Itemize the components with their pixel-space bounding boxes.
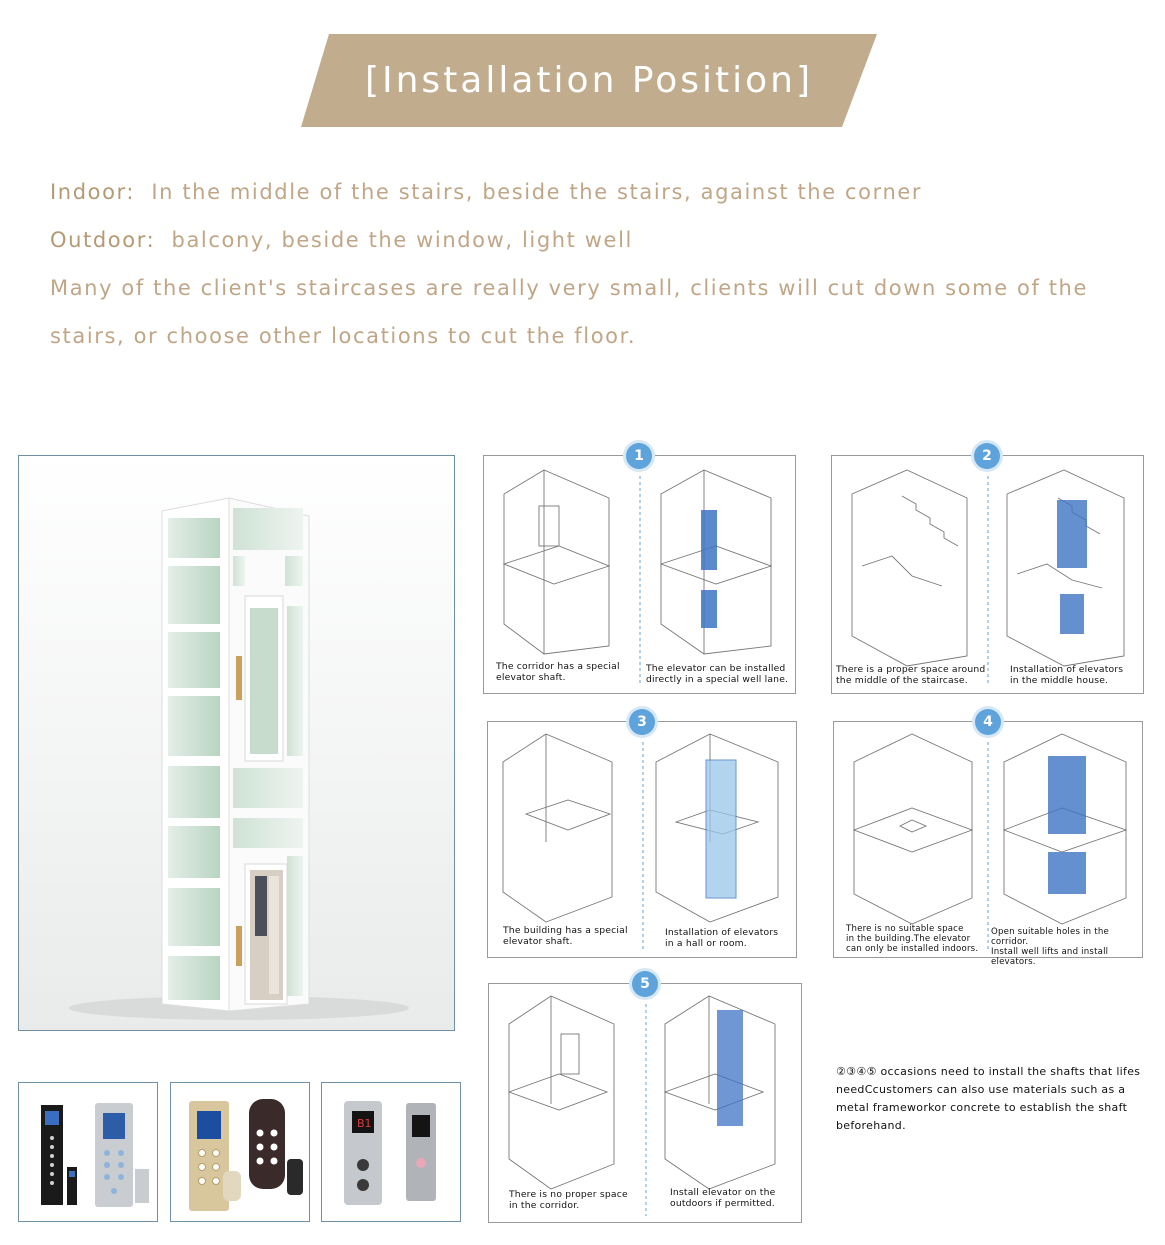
glass-elevator-illustration — [19, 456, 455, 1031]
step-number-badge: 5 — [632, 971, 658, 997]
section-title: [Installation Position] — [364, 60, 814, 101]
diagram-panel-5 — [488, 976, 802, 1223]
indoor-text: In the middle of the stairs, beside the stairs, against the corner — [151, 180, 923, 204]
isometric-shaft-corridor-drawing — [484, 456, 797, 695]
step-number-badge: 3 — [629, 709, 655, 735]
outdoor-line — [50, 216, 1145, 264]
elevator-panel-icon — [19, 1083, 158, 1222]
elevator-product-image — [18, 455, 455, 1031]
left-caption: The building has a special elevator shaft. — [503, 925, 628, 947]
section-title-banner — [301, 34, 877, 127]
right-caption: Open suitable holes in the corridor. Install well lifts and install elevators. — [991, 927, 1109, 967]
left-caption: There is a proper space around the middle of the staircase. — [836, 664, 986, 686]
isometric-staircase-drawing — [832, 456, 1145, 695]
step-number-badge: 2 — [974, 443, 1000, 469]
elevator-panel-icon — [322, 1083, 461, 1222]
step-number-badge: 1 — [626, 443, 652, 469]
thumbnail-call-panels-silver[interactable] — [321, 1082, 461, 1222]
right-caption: The elevator can be installed directly in a special well lane. — [646, 663, 789, 685]
indoor-label: Indoor: — [50, 180, 136, 204]
thumbnail-control-panels-gold-dark[interactable] — [170, 1082, 310, 1222]
left-caption: The corridor has a special elevator shaft. — [496, 661, 620, 683]
isometric-hall-room-drawing — [488, 722, 798, 959]
staircase-note-line-1: Many of the client's staircases are really very small, clients will cut down some of the — [50, 276, 1088, 300]
indoor-line — [50, 168, 1145, 216]
right-caption: Installation of elevators in a hall or room. — [665, 927, 779, 949]
right-caption: Installation of elevators in the middle house. — [1010, 664, 1124, 686]
right-caption: Install elevator on the outdoors if permitted. — [670, 1187, 776, 1209]
svg-text:B1: B1 — [357, 1117, 372, 1130]
shaft-installation-note: ②③④⑤ occasions need to install the shafts that lifes needCcustomers can also use materials such as a metal frameworkor concrete to establish the shaft beforehand. — [836, 1065, 1141, 1132]
diagram-panel-3 — [487, 714, 797, 958]
diagram-panel-1 — [483, 448, 796, 694]
left-caption: There is no proper space in the corridor. — [509, 1189, 628, 1211]
intro-text — [50, 168, 1145, 360]
diagram-panel-4 — [833, 714, 1143, 967]
step-number-badge: 4 — [975, 709, 1001, 735]
elevator-panel-icon — [171, 1083, 310, 1222]
left-caption: There is no suitable space in the building.The elevator can only be installed indoors. — [846, 924, 979, 954]
diagram-panel-2 — [831, 448, 1144, 694]
thumbnail-control-panels-black-silver[interactable] — [18, 1082, 158, 1222]
outdoor-text: balcony, beside the window, light well — [171, 228, 633, 252]
outdoor-label: Outdoor: — [50, 228, 156, 252]
staircase-note-line-2: stairs, or choose other locations to cut the floor. — [50, 324, 637, 348]
